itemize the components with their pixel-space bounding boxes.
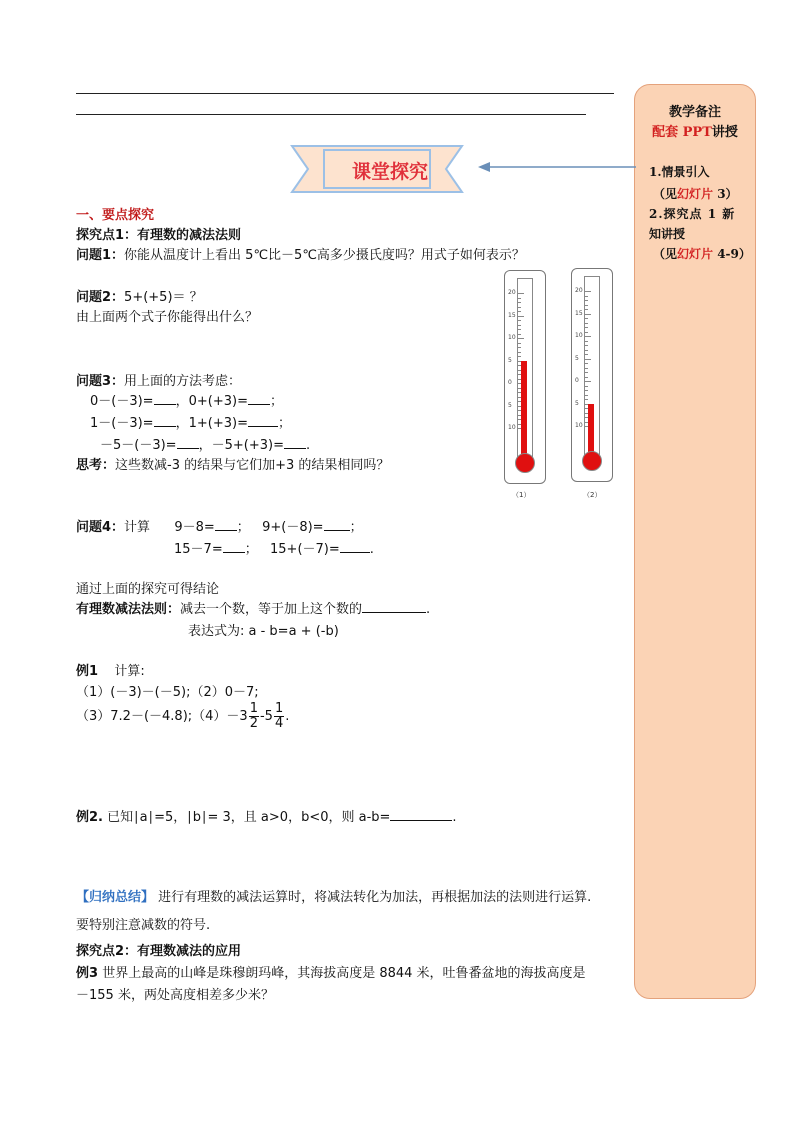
sidebar-note-1: 1.情景引入: [649, 165, 710, 179]
scale-tick: [585, 300, 588, 301]
scale-tick: [518, 311, 521, 312]
scale-tick: [518, 298, 521, 299]
point1-heading: 探究点1：有理数的减法法则: [76, 228, 242, 243]
rule-formula: 表达式为: a - b=a + (-b): [188, 624, 339, 639]
scale-tick: [585, 327, 588, 328]
example-1-heading: 例1 计算:: [76, 664, 145, 679]
second-rule: [76, 114, 586, 115]
sidebar-note-3: 2.探究点 1 新: [649, 207, 736, 221]
example-3: 例3 世界上最高的山峰是珠穆朗玛峰，其海拔高度是 8844 米，吐鲁番盆地的海拔高度是: [76, 966, 586, 981]
scale-label: 10: [575, 332, 583, 339]
blank[interactable]: [223, 540, 245, 553]
scale-label: 5: [508, 356, 512, 364]
blank[interactable]: [154, 414, 176, 427]
teaching-notes-sidebar: [634, 84, 756, 999]
scale-tick: [518, 293, 524, 294]
sidebar-note-2: （见幻灯片 3）: [653, 187, 738, 201]
banner-title: 课堂探究: [351, 161, 428, 183]
scale-tick: [585, 363, 588, 364]
scale-tick: [585, 323, 588, 324]
blank[interactable]: [177, 436, 199, 449]
example-3-line-2: －155 米，两处高度相差多少米？: [76, 988, 274, 1003]
question-2: 问题2：5+(+5)＝ ？: [76, 290, 203, 305]
blank[interactable]: [154, 392, 176, 405]
scale-tick: [585, 345, 588, 346]
scale-label: 15: [575, 309, 583, 317]
blank[interactable]: [284, 436, 306, 449]
scale-tick: [585, 372, 588, 373]
scale-label: 5: [575, 399, 579, 407]
think-question: 思考：这些数减-3 的结果与它们加+3 的结果相同吗？: [76, 458, 390, 473]
scale-tick: [518, 334, 521, 335]
scale-tick: [518, 343, 521, 344]
fraction: $\frac{1}{2}$: [249, 701, 258, 731]
scale-tick: [585, 336, 591, 337]
thermometer-1: [504, 270, 546, 484]
question-2-follow: 由上面两个式子你能得出什么？: [76, 310, 259, 325]
question-1: 问题1：你能从温度计上看出 5℃比－5℃高多少摄氏度吗？用式子如何表示？: [76, 248, 525, 263]
scale-tick: [585, 296, 588, 297]
scale-label: 20: [508, 289, 516, 296]
section-heading: 一、要点探究: [76, 208, 155, 223]
scale-label: 0: [575, 377, 579, 384]
scale-tick: [518, 347, 521, 348]
example-2: 例2. 已知∣a∣=5，∣b∣= 3，且 a>0，b<0，则 a-b= .: [76, 810, 457, 825]
scale-tick: [585, 377, 588, 378]
scale-tick: [518, 325, 521, 326]
scale-label: 0: [508, 379, 512, 386]
scale-tick: [518, 302, 521, 303]
blank[interactable]: [215, 518, 237, 531]
question-4-row-2: 15－7= ； 15+(－7)= .: [174, 542, 374, 557]
example-1-line-1: （1）(－3)－(－5);（2）0－7;: [76, 685, 259, 700]
thermometer-2: [571, 268, 613, 482]
blank[interactable]: [324, 518, 350, 531]
sidebar-subtitle: 配套 PPT讲授: [652, 125, 738, 140]
scale-label: 20: [575, 287, 583, 294]
scale-tick: [585, 368, 588, 369]
thermometer-bulb: [515, 453, 535, 473]
scale-label: 10: [508, 334, 516, 341]
blank[interactable]: [248, 392, 270, 405]
top-rule: [76, 93, 614, 94]
thermometer-bulb: [582, 451, 602, 471]
scale-tick: [518, 329, 521, 330]
question-3-row-3: －5－(－3)= ，－5+(+3)= .: [100, 438, 311, 453]
blank[interactable]: [390, 808, 452, 821]
point2-heading: 探究点2：有理数减法的应用: [76, 944, 242, 959]
scale-tick: [518, 320, 521, 321]
scale-tick: [585, 381, 591, 382]
sidebar-note-4: 知讲授: [649, 227, 686, 241]
conclusion-intro: 通过上面的探究可得结论: [76, 582, 220, 597]
scale-tick: [585, 399, 588, 400]
scale-label: 10: [508, 424, 516, 431]
scale-tick: [585, 341, 588, 342]
scale-tick: [518, 338, 524, 339]
scale-label: 15: [508, 311, 516, 319]
thermometer-2-caption: （2）: [583, 491, 602, 499]
fraction: $\frac{1}{4}$: [274, 701, 284, 731]
scale-tick: [585, 309, 588, 310]
blank[interactable]: [248, 414, 278, 427]
scale-tick: [518, 356, 521, 357]
question-4-row-1: 问题4：计算 9－8= ； 9+(－8)= ；: [76, 520, 363, 535]
scale-tick: [518, 307, 521, 308]
summary: 【归纳总结】 进行有理数的减法运算时，将减法转化为加法，再根据加法的法则进行运算.: [76, 890, 592, 905]
mercury-column: [588, 404, 594, 456]
sidebar-note-5: （见幻灯片 4-9）: [653, 247, 751, 261]
blank[interactable]: [362, 600, 426, 613]
scale-tick: [585, 354, 588, 355]
scale-tick: [585, 305, 588, 306]
blank[interactable]: [340, 540, 370, 553]
scale-label: 5: [575, 354, 579, 362]
arrow-left-icon: [478, 160, 638, 174]
scale-label: 10: [575, 422, 583, 429]
mercury-column: [521, 361, 527, 458]
example-1-line-2: （3）7.2－(－4.8);（4）－3 $\frac{1}{2}$ -5 $\frac{1}{4}$ .: [76, 701, 290, 731]
scale-tick: [585, 318, 588, 319]
scale-tick: [585, 359, 591, 360]
sidebar-title: 教学备注: [668, 105, 721, 120]
scale-tick: [585, 332, 588, 333]
question-3: 问题3：用上面的方法考虑：: [76, 374, 242, 389]
scale-tick: [585, 314, 591, 315]
scale-tick: [585, 390, 588, 391]
scale-tick: [518, 316, 524, 317]
scale-tick: [518, 352, 521, 353]
scale-label: 5: [508, 401, 512, 409]
scale-tick: [585, 350, 588, 351]
scale-tick: [585, 291, 591, 292]
scale-tick: [585, 395, 588, 396]
subtraction-rule: 有理数减法法则：减去一个数，等于加上这个数的 .: [76, 602, 431, 617]
thermometer-1-caption: （1）: [512, 491, 531, 499]
summary-line-2: 要特别注意减数的符号.: [76, 918, 211, 933]
scale-tick: [585, 386, 588, 387]
question-3-row-1: 0－(－3)= ，0+(+3)= ；: [90, 394, 283, 409]
question-3-row-2: 1－(－3)= ，1+(+3)= ；: [90, 416, 291, 431]
